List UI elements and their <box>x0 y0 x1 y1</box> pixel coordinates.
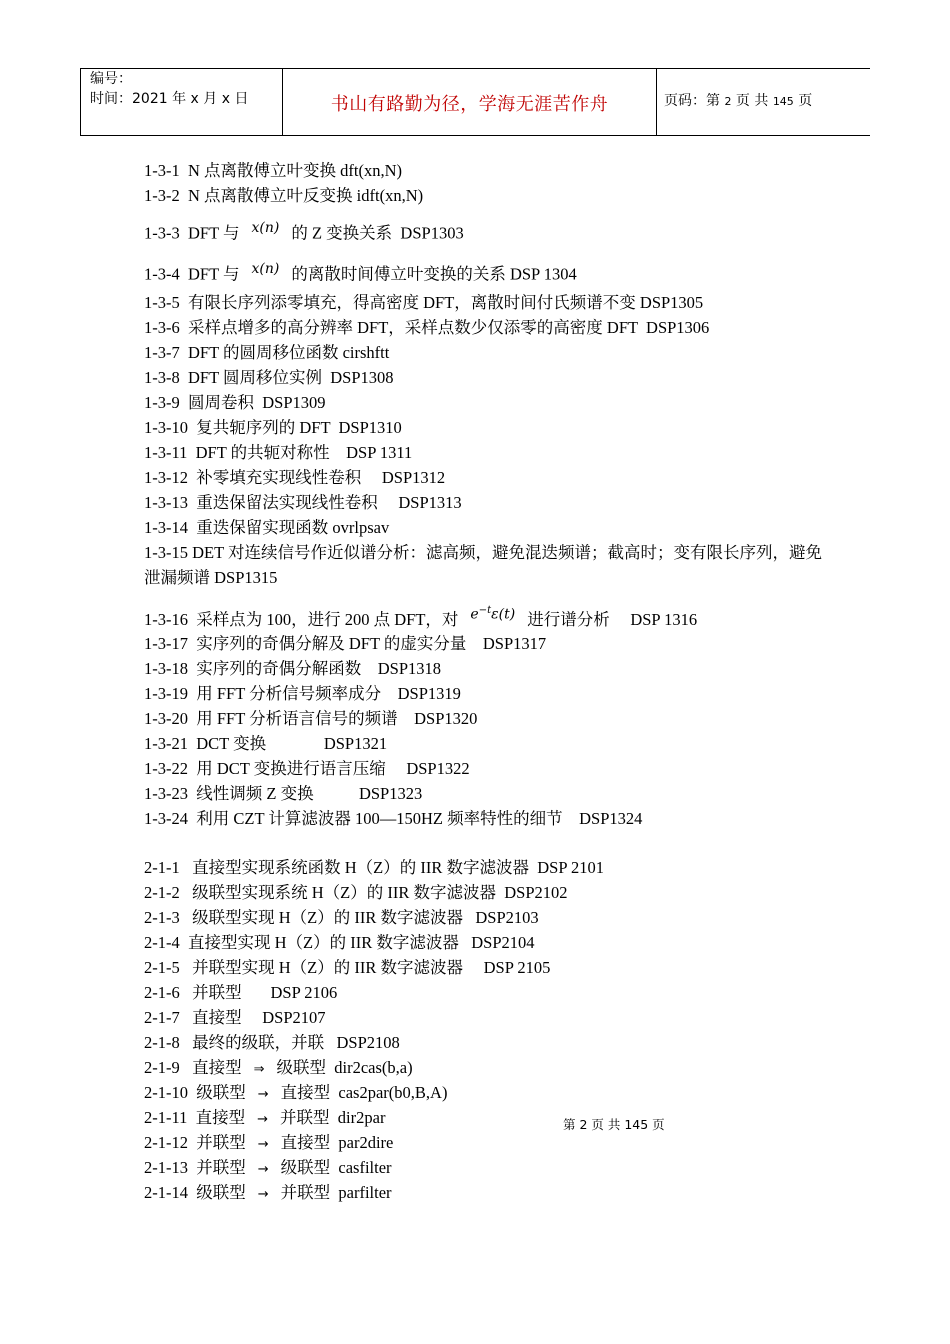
arrow-right-icon: → <box>257 1162 269 1177</box>
list-item: 1-3-22 用 DCT 变换进行语言压缩 DSP1322 <box>144 759 470 778</box>
math-formula: x(n) <box>251 220 280 236</box>
list-item: 2-1-9 直接型 ⇒ 级联型 dir2cas(b,a) <box>144 1055 824 1080</box>
list-item: 2-1-11 直接型 → 并联型 dir2par <box>144 1105 824 1130</box>
list-item: 1-3-15 DET 对连续信号作近似谱分析：滤高频，避免混迭频谱；截高时；变有限长序列，避免泄漏频谱 DSP1315 <box>144 543 823 587</box>
list-item: 1-3-12 补零填充实现线性卷积 DSP1312 <box>144 468 446 487</box>
arrow-right-icon: → <box>257 1087 269 1102</box>
arrow-right-icon: → <box>257 1137 269 1152</box>
page-footer-number: 第 2 页 共 145 页 <box>563 1117 665 1132</box>
list-item: 1-3-17 实序列的奇偶分解及 DFT 的虚实分量 DSP1317 <box>144 634 547 653</box>
header-page-number: 页码：第 2 页 共 145 页 <box>664 93 813 109</box>
list-item: 1-3-10 复共轭序列的 DFT DSP1310 <box>144 418 402 437</box>
number-label: 编号： <box>90 71 132 87</box>
list-item: 2-1-14 级联型 → 并联型 parfilter <box>144 1180 824 1205</box>
list-item: 2-1-13 并联型 → 级联型 casfilter <box>144 1155 824 1180</box>
list-item: 1-3-2 N 点离散傅立叶反变换 idft(xn,N) <box>144 186 424 205</box>
list-item: 1-3-7 DFT 的圆周移位函数 cirshftt <box>144 343 390 362</box>
arrow-right-icon: → <box>257 1112 269 1127</box>
list-item: 2-1-8 最终的级联，并联 DSP2108 <box>144 1033 400 1052</box>
list-item: 1-3-13 重迭保留法实现线性卷积 DSP1313 <box>144 493 462 512</box>
list-item: 1-3-3 DFT 与 x(n) 的 Z 变换关系 DSP1303 <box>144 208 824 249</box>
list-item: 1-3-19 用 FFT 分析信号频率成分 DSP1319 <box>144 684 461 703</box>
math-formula: x(n) <box>251 261 280 277</box>
list-item: 1-3-8 DFT 圆周移位实例 DSP1308 <box>144 368 394 387</box>
list-item: 1-3-5 有限长序列添零填充，得高密度 DFT，离散时间付氏频谱不变 DSP1305 <box>144 293 704 312</box>
double-arrow-icon: ⇒ <box>253 1062 265 1077</box>
date-label: 时间：2021 年 x 月 x 日 <box>90 91 249 107</box>
list-item: 2-1-2 级联型实现系统 H（Z）的 IIR 数字滤波器 DSP2102 <box>144 883 568 902</box>
header-middle-cell <box>282 69 657 135</box>
header-left-cell <box>81 69 282 135</box>
document-body <box>144 158 824 1205</box>
list-item: 2-1-7 直接型 DSP2107 <box>144 1008 326 1027</box>
list-item: 2-1-1 直接型实现系统函数 H（Z）的 IIR 数字滤波器 DSP 2101 <box>144 858 605 877</box>
list-item: 2-1-3 级联型实现 H（Z）的 IIR 数字滤波器 DSP2103 <box>144 908 539 927</box>
list-item: 1-3-23 线性调频 Z 变换 DSP1323 <box>144 784 423 803</box>
list-item: 2-1-10 级联型 → 直接型 cas2par(b0,B,A) <box>144 1080 824 1105</box>
list-item: 1-3-11 DFT 的共轭对称性 DSP 1311 <box>144 443 413 462</box>
list-item: 1-3-21 DCT 变换 DSP1321 <box>144 734 388 753</box>
list-item: 2-1-6 并联型 DSP 2106 <box>144 983 338 1002</box>
list-item: 1-3-4 DFT 与 x(n) 的离散时间傅立叶变换的关系 DSP 1304 <box>144 249 824 290</box>
list-item: 1-3-20 用 FFT 分析语言信号的频谱 DSP1320 <box>144 709 478 728</box>
list-item: 1-3-18 实序列的奇偶分解函数 DSP1318 <box>144 659 442 678</box>
list-item: 2-1-12 并联型 → 直接型 par2dire <box>144 1130 824 1155</box>
header-table <box>80 68 870 136</box>
list-item: 1-3-16 采样点为 100，进行 200 点 DFT，对 $e^{-t}\varepsilon(t)$ 进行谱分析 DSP 1316 <box>144 590 824 631</box>
list-item: 1-3-1 N 点离散傅立叶变换 dft(xn,N) <box>144 161 403 180</box>
list-item: 1-3-9 圆周卷积 DSP1309 <box>144 393 326 412</box>
list-item: 1-3-14 重迭保留实现函数 ovrlpsav <box>144 518 390 537</box>
list-item: 1-3-6 采样点增多的高分辨率 DFT，采样点数少仅添零的高密度 DFT DSP1306 <box>144 318 710 337</box>
list-item: 2-1-4 直接型实现 H（Z）的 IIR 数字滤波器 DSP2104 <box>144 933 535 952</box>
header-right-cell <box>656 69 870 135</box>
section-gap <box>144 831 824 855</box>
arrow-right-icon: → <box>257 1187 269 1202</box>
math-formula: $e^{-t}\varepsilon(t)$ <box>470 605 516 623</box>
list-item: 1-3-24 利用 CZT 计算滤波器 100—150HZ 频率特性的细节 DSP1324 <box>144 809 643 828</box>
motto: 书山有路勤为径，学海无涯苦作舟 <box>330 94 609 115</box>
list-item: 2-1-5 并联型实现 H（Z）的 IIR 数字滤波器 DSP 2105 <box>144 958 551 977</box>
